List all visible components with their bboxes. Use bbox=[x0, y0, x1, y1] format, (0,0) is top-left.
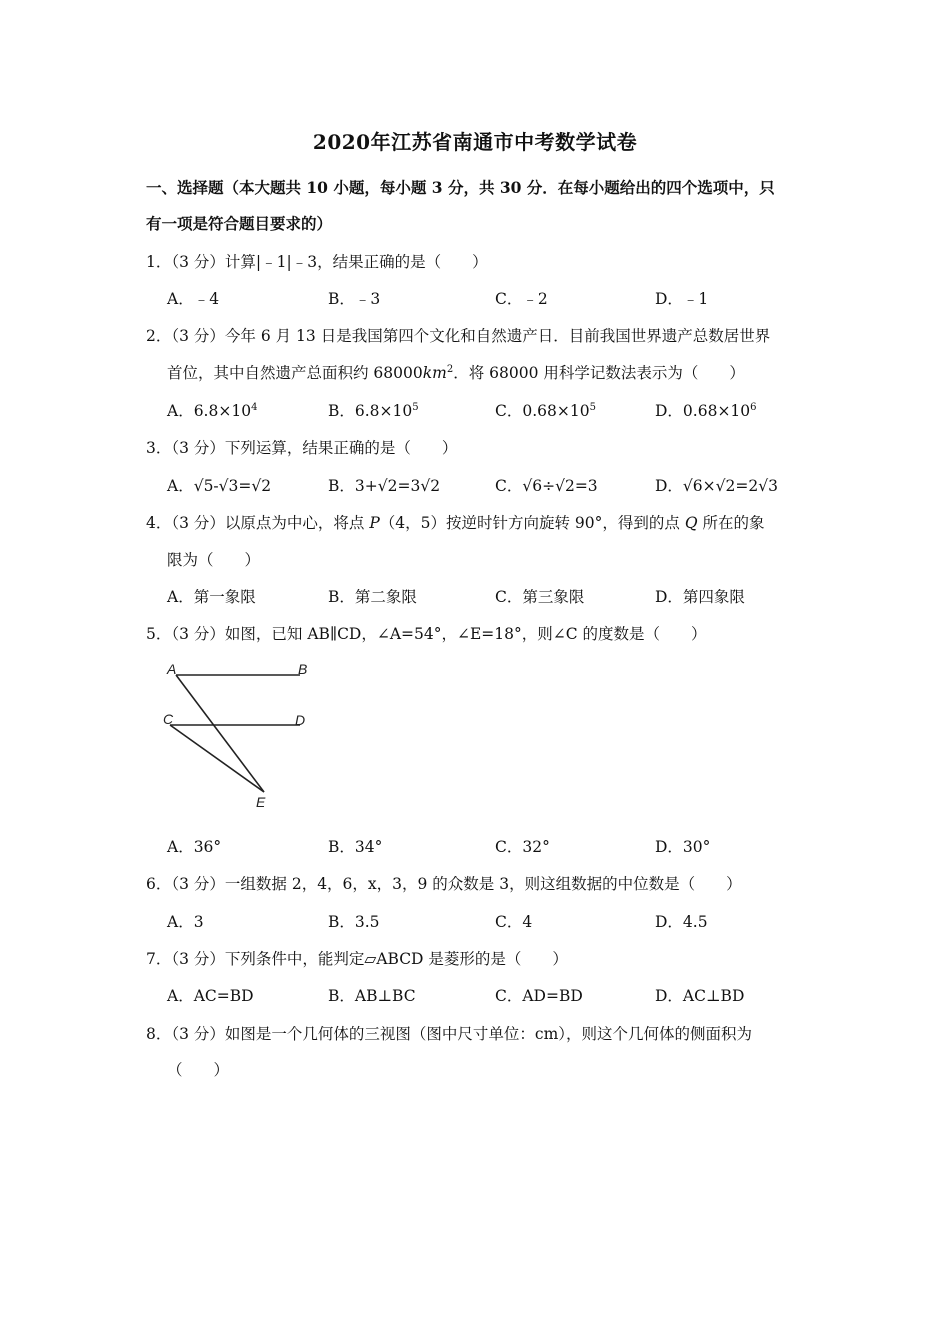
label-a: A bbox=[167, 661, 177, 677]
page-title: 2020年江苏省南通市中考数学试卷 bbox=[312, 130, 638, 154]
question-5-option-d: D．30° bbox=[655, 838, 711, 856]
question-4-option-d: D．第四象限 bbox=[655, 588, 745, 606]
question-1-option-c: C．﹣2 bbox=[495, 290, 548, 308]
question-5-stem: 5．（3 分）如图，已知 AB∥CD，∠A=54°，∠E=18°，则∠C 的度数是（ ） bbox=[146, 625, 707, 643]
section-heading-line2: 有一项是符合题目要求的） bbox=[146, 214, 333, 233]
question-6-stem: 6．（3 分）一组数据 2，4，6，x，3，9 的众数是 3，则这组数据的中位数是（ ） bbox=[146, 875, 742, 893]
question-7-option-d: D．AC⊥BD bbox=[655, 987, 745, 1005]
line-ae bbox=[176, 675, 264, 792]
question-1-stem: 1．（3 分）计算|﹣1|﹣3，结果正确的是（ ） bbox=[146, 253, 488, 271]
question-3-option-c: C．√6÷√2=3 bbox=[495, 477, 598, 495]
question-6-option-d: D．4.5 bbox=[655, 913, 708, 931]
question-7-option-a: A．AC=BD bbox=[167, 987, 254, 1005]
question-2-option-c: C．$0.68\times 10^5$ bbox=[495, 402, 596, 420]
question-2-option-d: D．$0.68\times 10^6$ bbox=[655, 402, 757, 420]
label-e: E bbox=[256, 794, 266, 810]
question-2-option-a: A．$6.8\times 10^4$ bbox=[167, 402, 258, 420]
question-2-option-b: B．$6.8\times 10^5$ bbox=[328, 402, 419, 420]
question-6-option-c: C．4 bbox=[495, 913, 533, 931]
question-5-option-c: C．32° bbox=[495, 838, 550, 856]
question-5-option-b: B．34° bbox=[328, 838, 383, 856]
question-1-option-a: A．﹣4 bbox=[167, 290, 220, 308]
section-heading-line1: 一、选择题（本大题共 10 小题，每小题 3 分，共 30 分．在每小题给出的四个选项中，只 bbox=[146, 178, 775, 197]
question-5-option-a: A．36° bbox=[167, 838, 222, 856]
question-4-option-c: C．第三象限 bbox=[495, 588, 585, 606]
label-d: D bbox=[295, 712, 306, 728]
question-4-option-b: B．第二象限 bbox=[328, 588, 417, 606]
question-4-stem-line2: 限为（ ） bbox=[167, 551, 261, 569]
question-1-option-b: B．﹣3 bbox=[328, 290, 381, 308]
label-b: B bbox=[298, 661, 308, 677]
parallel-lines-figure bbox=[160, 655, 320, 815]
question-7-option-c: C．AD=BD bbox=[495, 987, 583, 1005]
label-c: C bbox=[163, 711, 174, 727]
question-3-option-a: A．√5-√3=√2 bbox=[167, 477, 272, 495]
question-4-stem-line1: 4．（3 分）以原点为中心，将点 P（4，5）按逆时针方向旋转 90°，得到的点 Q 所在的象 bbox=[146, 514, 765, 532]
question-3-option-b: B．3+√2=3√2 bbox=[328, 477, 441, 495]
question-1-option-d: D．﹣1 bbox=[655, 290, 709, 308]
question-8-stem-line1: 8．（3 分）如图是一个几何体的三视图（图中尺寸单位：cm），则这个几何体的侧面积为 bbox=[146, 1025, 753, 1043]
line-ce bbox=[170, 725, 264, 792]
question-2-stem-line1: 2．（3 分）今年 6 月 13 日是我国第四个文化和自然遗产日．目前我国世界遗产总数居世界 bbox=[146, 327, 771, 345]
question-4-option-a: A．第一象限 bbox=[167, 588, 256, 606]
question-7-stem: 7．（3 分）下列条件中，能判定▱ABCD 是菱形的是（ ） bbox=[146, 950, 568, 968]
question-7-option-b: B．AB⊥BC bbox=[328, 987, 416, 1005]
question-2-stem-line2: 首位，其中自然遗产总面积约 $68000km^2$．将 68000 用科学记数法表示为（ ） bbox=[167, 364, 745, 382]
question-6-option-a: A．3 bbox=[167, 913, 204, 931]
question-6-option-b: B．3.5 bbox=[328, 913, 380, 931]
question-3-option-d: D．√6×√2=2√3 bbox=[655, 477, 778, 495]
question-8-stem-line2: （ ） bbox=[167, 1061, 230, 1079]
question-3-stem: 3．（3 分）下列运算，结果正确的是（ ） bbox=[146, 439, 458, 457]
